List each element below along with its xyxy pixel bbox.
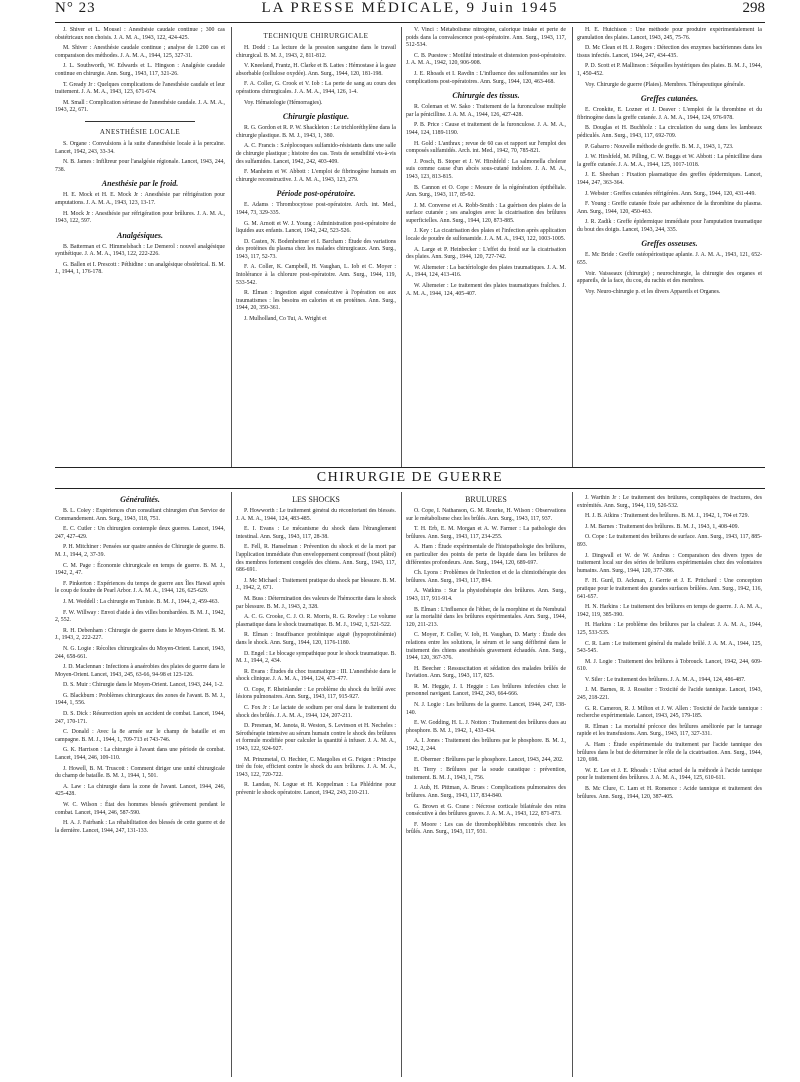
- reference-entry: R. Coleman et W. Sako : Traitement de la furonculose multiple par la pénicilline. J. A. M. A., 1944, 126, 427-428.: [406, 104, 566, 118]
- reference-entry: H. N. Harkins : Le traitement des brûlures en temps de guerre. J. A. M. A., 1942, 119, 385-390.: [577, 604, 762, 618]
- reference-entry: E. Adams : Thrombocytose post-opératoire. Arch. int. Med., 1944, 73, 329-335.: [236, 202, 396, 216]
- reference-entry: V. Siler : Le traitement des brûlures. J. A. M. A., 1944, 124, 486-487.: [585, 676, 746, 683]
- reference-entry: O. Cope, I. Nathanson, G. M. Rourke, H. Wilson : Observations sur le métabolisme chez les brûlés. Ann. Surg., 1943, 117, 937.: [406, 508, 566, 522]
- reference-entry: R. Evans : Études du choc traumatique : III. L'anesthésie dans le shock clinique. J. A. M. A., 1944, 124, 473-477.: [236, 668, 396, 683]
- reference-entry: G. Blackburn : Problèmes chirurgicaux des zones de l'avant. B. M. J., 1944, 1, 556.: [55, 692, 225, 707]
- reference-entry: J. R. Zadik : Greffe épidermique immédiate pour l'amputation traumatique du bout des doigts. Lancet, 1943, 244, 335.: [577, 219, 762, 233]
- reference-entry: E. Mc Bride : Greffe ostéopériostique aplanie. J. A. M. A., 1943, 121, 652-655.: [577, 252, 762, 267]
- reference-entry: E. Cronkite, E. Lozner et J. Deaver : L'emploi de la thrombine et du fibrinogène dans la greffe cutanée. J. A. M. A., 1944, 124, 976-978.: [577, 107, 762, 121]
- reference-entry: H. Mock Jr : Anesthésie par réfrigération pour brûlures. J. A. M. A., 1943, 122, 597.: [55, 210, 225, 225]
- reference-entry: P. Gabarro : Nouvelle méthode de greffe. B. M. J., 1943, 1, 723.: [585, 143, 734, 150]
- reference-entry: J. E. Sheehan : Fixation plasmatique des greffes épidermiques. Lancet, 1944, 247, 363-364.: [577, 172, 762, 186]
- reference-entry: C. Moyer, F. Coller, V. Iob, H. Vaughan, D. Marty : Étude des relations entre les solutions, le sérum et le sang défibriné dans le traitement des chiens anesthésiés gravement échaudés. Ann. Surg., 1944, 120, 367-376.: [406, 632, 566, 662]
- reference-entry: M. Prinzmetal, O. Hechter, C. Margolies et G. Feigen : Principe tiré du foie, efficient contre le shock du aux brûlures. J. A. M. A., 1943, 122, 720-722.: [236, 756, 396, 778]
- reference-entry: N. J. Logie : Les brûlures de la guerre. Lancet, 1944, 247, 138-140.: [406, 702, 566, 716]
- reference-entry: J. Posch, B. Stoper et J. W. Hirshfeld : La salmonella choleræ suis comme cause d'un abcès sous-cutané indolore. J. A. M. A., 1943, 123, 813-815.: [406, 158, 566, 180]
- reference-entry: F. Pinkerton : Expériences du temps de guerre aux Îles Hawaï après le coup de foudre de Pearl Arbor. J. A. M. A., 1944, 126, 625-629.: [55, 580, 225, 595]
- reference-entry: S. Organe : Convulsions à la suite d'anesthésie locale à la percaïne. Lancet, 1942, 243, 33-34.: [55, 140, 225, 155]
- bottom-column-3: [406, 508, 566, 1076]
- reference-entry: F. W. Willway : Envoi d'aide à des villes bombardées. B. M. J., 1942, 2, 552.: [55, 609, 225, 624]
- reference-entry: D. Mc Clean et H. J. Rogers : Détection des enzymes bactériennes dans les tissus infectés. Lancet, 1944, 247, 434-435.: [577, 45, 762, 59]
- section-heading: Chirurgie plastique.: [282, 112, 350, 122]
- reference-entry: H. J. B. Atkins : Traitement des brûlures. B. M. J., 1942, 1, 704 et 729.: [585, 513, 749, 520]
- section-rule-bottom: [55, 488, 765, 489]
- reference-entry: W. Altemeier : Le traitement des plaies traumatiques fraîches. J. A. M. A., 1944, 124, 405-407.: [406, 283, 566, 297]
- reference-entry: C. B. Puestow : Motilité intestinale et distension post-opératoire. J. A. M. A., 1942, 120, 906-908.: [406, 52, 566, 67]
- reference-entry: F. A. Coller, K. Campbell, H. Vaughan, L. Iob et C. Moyer : Intolérance à la chlorure post-opératoire. Ann. Surg., 1944, 119, 533-542.: [236, 264, 396, 286]
- reference-entry: Voy. Chirurgie de guerre (Plaies). Membres. Thérapeutique générale.: [585, 81, 745, 88]
- reference-entry: B. Douglas et H. Buchholz : La circulation du sang dans les lambeaux pédiculés. Ann. Surg., 1943, 117, 692-709.: [577, 125, 762, 139]
- reference-entry: J. L. Southworth, W. Edwards et L. Hingson : Analgésie caudale continue en chirurgie. Ann. Surg., 1943, 117, 321-26.: [55, 63, 225, 77]
- reference-entry: Voir. Vaisseaux (chirurgie) ; neurochirurgie, la chirurgie des organes et appareils, de la face, du cou, du rachis et des membres.: [577, 270, 762, 285]
- reference-entry: J. Howell, B. M. Truscott : Comment diriger une unité chirurgicale du champ de bataille. B. M. J., 1944, 1, 501.: [55, 765, 225, 780]
- reference-entry: T. Gready Jr : Quelques complications de l'anesthésie caudale et leur traitement. J. A. M. A., 1943, 123, 671-674.: [55, 81, 225, 96]
- reference-entry: J. D. Maclennan : Infections à anaérobies des plaies de guerre dans le Moyen-Orient. Lancet, 1943, 245, 63-66, 94-98 et 123-126.: [55, 664, 225, 678]
- reference-entry: J. Mc Michael : Traitement pratique du shock par blessure. B. M. J., 1942, 2, 671.: [236, 577, 396, 592]
- column-divider: [231, 27, 232, 467]
- reference-entry: W. C. Wilson : État des hommes blessés grièvement pendant le combat. Lancet, 1944, 246, 587-590.: [55, 802, 225, 816]
- reference-entry: M. J. Logie : Traitement des brûlures à Tobrouck. Lancet, 1942, 244, 609-610.: [577, 658, 762, 673]
- reference-entry: R. G. Gordon et R. P. W. Shackleton : Le trichloréthylène dans la chirurgie plastique. B. M. J., 1943, 1, 380.: [236, 125, 396, 139]
- column-divider: [572, 27, 573, 467]
- reference-entry: J. Webster : Greffes cutanées réfrigérées. Ann. Surg., 1944, 120, 431-449.: [585, 190, 756, 197]
- section-heading: ANESTHÉSIE LOCALE: [99, 127, 181, 136]
- reference-entry: P. Howworth : Le traitement général du réconfortant des blessés. J. A. M. A., 1944, 124, 483-485.: [236, 508, 396, 522]
- reference-entry: R. H. Debenham : Chirurgie de guerre dans le Moyen-Orient. B. M. J., 1943, 2, 222-227.: [55, 627, 225, 642]
- reference-entry: H. E. Mock et H. E. Mock Jr : Anesthésie par réfrigération pour amputations. J. A. M. A., 1943, 123, 13-17.: [55, 192, 225, 206]
- reference-entry: N. G. Logie : Récoltes chirurgicales du Moyen-Orient. Lancet, 1943, 244, 658-661.: [55, 645, 225, 660]
- section-rule: [55, 467, 765, 468]
- reference-entry: C. M. Page : Économie chirurgicale en temps de guerre. B. M. J., 1942, 2, 47.: [55, 562, 225, 577]
- reference-entry: J. M. Weddell : La chirurgie en Tunisie. B. M. J., 1944, 2, 459-463.: [63, 598, 219, 605]
- reference-entry: B. Elman : L'influence de l'éther, de la morphine et du Nembutal sur la mortalité dans les brûlures expérimentales. Ann. Surg., 1944, 120, 211-213.: [406, 606, 566, 628]
- top-column-3: [406, 27, 566, 467]
- reference-entry: W. E. Lee et J. E. Rhoads : L'état actuel de la méthode à l'acide tannique pour le traitement des brûlures. J. A. M. A., 1944, 125, 610-611.: [577, 767, 762, 782]
- bottom-column-2: [236, 508, 396, 1076]
- header-rule: [55, 22, 765, 23]
- top-column-2: [236, 27, 396, 467]
- reference-entry: R. Elman : Insuffisance protéinique aiguë (hypoprotéinémie) dans le shock. Ann. Surg., 1944, 120, 1176-1180.: [236, 632, 396, 646]
- reference-entry: H. Gold : L'anthrax ; revue de 60 cas et rapport sur l'emploi des composés sulfamidés. Arch. int. Med., 1942, 70, 785-821.: [406, 140, 566, 155]
- reference-entry: B. Mc Clure, C. Lam et H. Romence : Acide tannique et traitement des brûlures. Ann. Surg., 1944, 120, 387-405.: [577, 786, 762, 800]
- bottom-column-1: [55, 508, 225, 1076]
- reference-entry: H. Harkins : Le problème des brûlures par la chaleur. J. A. M. A., 1944, 125, 533-535.: [577, 622, 762, 636]
- reference-entry: J. M. Converse et A. Robb-Smith : La guérison des plaies de la surface cutanée ; ses analogies avec la cicatrisation des brûlures superficielles. Ann. Surg., 1944, 120, 873-885.: [406, 202, 566, 224]
- column-divider: [572, 492, 573, 1077]
- reference-entry: C. R. Lam : Le traitement général du malade brûlé. J. A. M. A., 1944, 125, 543-545.: [577, 640, 762, 655]
- reference-entry: G. Ballen et I. Prescott : Péthidine : un analgésique obstétrical. B. M. J., 1944, 1, 176-178.: [55, 261, 225, 276]
- reference-entry: R. Elman : Ingestion aiguë consécutive à l'opération ou aux traumatismes : les besoins en calories et en protéines. Ann. Surg., 1944, 20, 350-361.: [236, 290, 396, 312]
- reference-entry: H. Terry : Brûlures par la soude caustique : prévention, traitement. B. M. J., 1943, 1, 756.: [406, 767, 566, 781]
- reference-entry: R. Elman : La mortalité précoce des brûlures améliorée par le tannage rapide et les transfusions. Ann. Surg., 1943, 117, 327-331.: [577, 723, 762, 738]
- column-separator: [85, 121, 195, 122]
- reference-entry: J. Key : La cicatrisation des plaies et l'infection après application locale de poudre de sulfonamide. J. A. M. A., 1943, 122, 1003-1005.: [406, 228, 566, 243]
- section-heading: Chirurgie des tissus.: [452, 91, 520, 101]
- reference-entry: O. Cope, F. Rheinlander : Le problème du shock du brûlé avec lésions pulmonaires. Ann. Surg., 1943, 117, 915-927.: [236, 686, 396, 701]
- column-divider: [401, 492, 402, 1077]
- reference-entry: E. Fell, R. Hanselman : Prévention du shock et de la mort par l'application immédiate d'un enveloppement compressif (bout plâtré) des membres fortement congelés des chiens. Ann. Surg., 1943, 117, 686-691.: [236, 544, 396, 574]
- reference-entry: V. Vinci : Métabolisme nitrogène, calorique intake et perte de poids dans la convalescence post-opératoire. Ann. Surg., 1943, 117, 512-534.: [406, 27, 566, 49]
- reference-entry: G. K. Harrison : La chirurgie à l'avant dans une période de combat. Lancet, 1944, 246, 109-110.: [55, 747, 225, 762]
- reference-entry: H. A. J. Fairbank : La réhabilitation des blessés de cette guerre et de la dernière. Lancet, 1944, 247, 131-133.: [55, 820, 225, 834]
- reference-entry: J. Warthin Jr : Le traitement des brûlures, compliquées de fractures, des extrémités. Ann. Surg., 1944, 119, 526-532.: [577, 495, 762, 509]
- reference-entry: A. Law : La chirurgie dans la zone de l'avant. Lancet, 1944, 246, 425-428.: [55, 783, 225, 798]
- reference-entry: O. Cope : Le traitement des brûlures de surface. Ann. Surg., 1943, 117, 885-893.: [577, 534, 762, 548]
- bottom-heading-3: BRULURES: [465, 495, 507, 504]
- reference-entry: D. Engel : Le blocage sympathique pour le shock traumatique. B. M. J., 1944, 2, 434.: [236, 650, 396, 665]
- reference-entry: P. D. Scott et P. Mallinson : Séquelles hystériques des plaies. B. M. J., 1944, 1, 450-452.: [577, 63, 762, 77]
- section-heading: Greffes osseuses.: [641, 239, 698, 249]
- reference-entry: F. Moore : Les cas de thrombophlébites rencontrés chez les brûlés. Ann. Surg., 1943, 117, 931.: [406, 821, 566, 836]
- reference-entry: D. Casten, N. Bodenheimer et I. Barcham : Étude des variations des protéines du plasma chez les malades chirurgicaux. Ann. Surg., 1943, 117, 52-73.: [236, 238, 396, 260]
- reference-entry: B. Batterman et C. Himmelsbach : Le Demerol : nouvel analgésique synthétique. J. A. M. A., 1943, 122, 222-226.: [55, 243, 225, 258]
- reference-entry: C. Donald : Avec la 8e armée sur le champ de bataille et en campagne. B. M. J., 1944, 1, 709-713 et 743-746.: [55, 729, 225, 743]
- reference-entry: D. Presman, M. Janota, R. Weston, S. Levinson et H. Necheles : Sérothérapie intensive au sérum humain contre le shock des brûlures et formule modifiée pour calculer la quantité à infuser. J. A. M. A., 1943, 122, 924-927.: [236, 723, 396, 753]
- reference-entry: J. Dingwall et W. de W. Andrus : Comparaison des divers types de traitement local sur des séries de brûlures expérimentales chez des volontaires humains. Ann. Surg., 1944, 120, 377-386.: [577, 552, 762, 574]
- reference-entry: V. Kneeland, Frantz, H. Clarke et B. Lattes : Hémostase à la gaze absorbable (cellulose oxydée). Ann. Surg., 1944, 120, 181-198.: [236, 63, 396, 77]
- reference-entry: P. H. Mitchiner : Pensées sur quatre années de Chirurgie de guerre. B. M. J., 1944, 2, 37-39.: [55, 544, 225, 558]
- reference-entry: J. E. Rhoads et I. Ravdin : L'influence des sulfonamides sur les complications post-opératoires. Ann. Surg., 1944, 120, 463-468.: [406, 70, 566, 85]
- reference-entry: J. W. Hirshfeld, M. Pilling, C. W. Buggs et W. Abbott : La pénicilline dans la greffe cutanée. J. A. M. A., 1944, 125, 1017-1018.: [577, 154, 762, 168]
- reference-entry: Voy. Neuro-chirurgie p. et les divers Appareils et Organes.: [585, 288, 721, 295]
- reference-entry: J. Aub, H. Pittman, A. Brues : Complications pulmonaires des brûlures. Ann. Surg., 1943, 117, 834-840.: [406, 785, 566, 799]
- reference-entry: T. H. Erb, E. M. Morgan et A. W. Farmer : La pathologie des brûlures. Ann. Surg., 1943, 117, 234-255.: [406, 526, 566, 540]
- reference-entry: A. C. Francis : S.réplocoques sulfamido-résistants dans une salle de chirurgie plastique ; histoire des cas. Tests de sensibilité vis-à-vis des sulfamides. Lancet, 1942, 242, 403-409.: [236, 143, 396, 165]
- reference-entry: E. W. Godding, H. L. J. Notton : Traitement des brûlures dues au phosphore. B. M. J., 1942, 1, 433-434.: [406, 720, 566, 734]
- reference-entry: N. B. James : Infiltreur pour l'analgésie régionale. Lancet, 1943, 244, 738.: [55, 159, 225, 173]
- reference-entry: F. Young : Greffe cutanée fixée par adhérence de la thrombine du plasma. Ann. Surg., 1944, 120, 450-463.: [577, 201, 762, 215]
- reference-entry: G. Brown et G. Crane : Nécrose corticale bilatérale des reins consécutive à des brûlures graves. J. A. M. A., 1943, 122, 871-873.: [406, 803, 566, 818]
- reference-entry: A. Large et P. Heinbecker : L'effet du froid sur la cicatrisation des plaies. Ann. Surg., 1944, 120, 727-742.: [406, 246, 566, 261]
- reference-entry: Voy. Hématologie (Hémorragies).: [244, 99, 323, 106]
- column-divider: [231, 492, 232, 1077]
- reference-entry: J. Shiver et L. Mousel : Anesthésie caudale continue ; 300 cas obstétricaux non choisis. J. A. M. A., 1943, 122, 424-425.: [55, 27, 225, 41]
- section-heading: Analgésiques.: [116, 230, 163, 240]
- reference-entry: R. M. Heggie, J. I. Heggie : Les brûlures infectées chez le personnel navigant. Lancet, 1942, 243, 664-666.: [406, 683, 566, 698]
- bottom-column-4: [577, 495, 762, 1076]
- reference-entry: J. M. Barnes, R. J. Rossiter : Toxicité de l'acide tannique. Lancet, 1943, 245, 218-221.: [577, 687, 762, 702]
- reference-entry: F. Manheim et W. Abbott : L'emploi de fibrinogène humain en chirurgie reconstructive. J. A. M. A., 1943, 123, 279.: [236, 169, 396, 183]
- reference-entry: E. C. Cutler : Un chirurgien contemple deux guerres. Lancet, 1944, 247, 427-429.: [55, 526, 225, 540]
- reference-entry: E. Obermer : Brûlures par le phosphore. Lancet, 1943, 244, 202.: [414, 756, 564, 763]
- page-number: 298: [742, 0, 765, 16]
- reference-entry: P. B. Price : Cause et traitement de la furonculose. J. A. M. A., 1944, 124, 1189-1190.: [406, 122, 566, 136]
- section-title: CHIRURGIE DE GUERRE: [316, 470, 504, 485]
- reference-entry: H. E. Hutchison : Une méthode pour produire expérimentalement la granulation des plaies. Lancet, 1943, 245, 75-76.: [577, 27, 762, 41]
- top-column-1: [55, 27, 225, 467]
- reference-entry: A. Watkins : Sur la physiothérapie des brûlures. Ann. Surg., 1943, 117, 911-914.: [406, 588, 566, 602]
- bottom-heading-2: LES SHOCKS: [292, 495, 340, 504]
- reference-entry: B. L. Coley : Expériences d'un consultant chirurgien d'un Service de Commandement. Ann. Surg., 1943, 118, 751.: [55, 508, 225, 522]
- reference-entry: D. S. Muir : Chirurgie dans le Moyen-Orient. Lancet, 1943, 244, 1-2.: [63, 682, 224, 689]
- reference-entry: M. Small : Complication sérieuse de l'anesthésie caudale. J. A. M. A., 1943, 22, 671.: [55, 99, 225, 114]
- reference-entry: Ch. Lyons : Problèmes de l'infection et de la chimiothérapie des brûlures. Ann. Surg., 1943, 117, 894.: [406, 570, 566, 584]
- bottom-heading-1: Généralités.: [120, 495, 160, 504]
- reference-entry: A. I. Jones : Traitement des brûlures par le phosphore. B. M. J., 1942, 2, 244.: [406, 738, 566, 753]
- reference-entry: J. M. Barnes : Traitement des brûlures. B. M. J., 1943, 1, 408-409.: [585, 523, 739, 530]
- reference-entry: H. Beecher : Ressuscitation et sédation des malades brûlés de l'aviation. Ann. Surg., 1943, 117, 825.: [406, 665, 566, 680]
- section-heading: Période post-opératoire.: [276, 189, 356, 199]
- reference-entry: A. Ham : Étude expérimentale du traitement par l'acide tannique des brûlures dans le but de déterminer le rôle de la cicatrisation. Ann. Surg., 1944, 120, 698.: [577, 742, 762, 764]
- column-divider: [401, 27, 402, 467]
- top-column-4: [577, 27, 762, 467]
- reference-entry: M. Shiver : Anesthésie caudale continue ; analyse de 1.200 cas et comparaison des méthodes. J. A. M. A., 1944, 125, 327-31.: [55, 45, 225, 59]
- journal-title: LA PRESSE MÉDICALE, 9 Juin 1945: [261, 0, 559, 16]
- reference-entry: R. Landau, N. Logue et H. Koppelman : La Phlédrine pour prévenir le shock opératoire. Lancet, 1942, 243, 210-211.: [236, 782, 396, 796]
- reference-entry: H. Dodd : La lecture de la pression sanguine dans le travail chirurgical. B. M. J., 1943, 2, 811-812.: [236, 45, 396, 59]
- reference-entry: D. S. Dick : Résurrection après un accident de combat. Lancet, 1944, 247, 170-171.: [55, 711, 225, 725]
- reference-entry: W. Altemeier : La bactériologie des plaies traumatiques. J. A. M. A., 1944, 124, 413-416.: [406, 264, 566, 279]
- page-header: [55, 0, 765, 20]
- reference-entry: A. C. G. Crooke, C. J. O. R. Morris, R. G. Rowley : Le volume plasmatique dans le shock traumatique. B. M. J., 1942, 1, 521-522.: [236, 614, 396, 628]
- section-heading: Anesthésie par le froid.: [101, 179, 179, 189]
- reference-entry: E. I. Evans : Le mécanisme du shock dans l'étranglement intestinal. Ann. Surg., 1943, 117, 28-38.: [236, 526, 396, 540]
- reference-entry: J. Mulholland, Co Tui, A. Wright et: [244, 316, 327, 323]
- reference-entry: B. Cannon et O. Cope : Mesure de la régénération épithéliale. Ann. Surg., 1943, 117, 85-92.: [406, 184, 566, 199]
- reference-entry: F. H. Gurd, D. Ackman, J. Gerrie et J. E. Pritchard : Une conception pratique pour le traitement des grandes surfaces brûlées. Ann. Surg., 1942, 116, 641-657.: [577, 578, 762, 600]
- reference-entry: F. A. Coller, G. Crook et V. Iob : La perte de sang au cours des opérations chirurgicales. J. A. M. A., 1944, 126, 1-4.: [236, 81, 396, 95]
- reference-entry: G. R. Cameron, R. J. Milton et J. W. Allen : Toxicité de l'acide tannique : recherche expérimentale. Lancet, 1943, 245, 179-185.: [577, 705, 762, 720]
- reference-entry: C. Fox Jr : Le lactate de sodium per oral dans le traitement du shock des brûlés. J. A. M. A., 1944, 124, 207-211.: [236, 705, 396, 719]
- section-heading: Greffes cutanées.: [640, 94, 699, 104]
- reference-entry: M. Buss : Détermination des valeurs de l'hémocrite dans le shock par blessure. B. M. J., 1943, 2, 328.: [236, 595, 396, 610]
- section-heading: TECHNIQUE CHIRURGICALE: [263, 32, 369, 40]
- issue-number: N° 23: [55, 0, 96, 16]
- reference-entry: A. Ham : Étude expérimentale de l'histopathologie des brûlures, en particulier des points de perte de liquide dans les brûlures de différentes profondeurs. Ann. Surg., 1944, 120, 689-697.: [406, 544, 566, 566]
- reference-entry: G. M. Arnott et W. J. Young : Administration post-opératoire de liquides aux enfants. Lancet, 1942, 242, 523-526.: [236, 220, 396, 235]
